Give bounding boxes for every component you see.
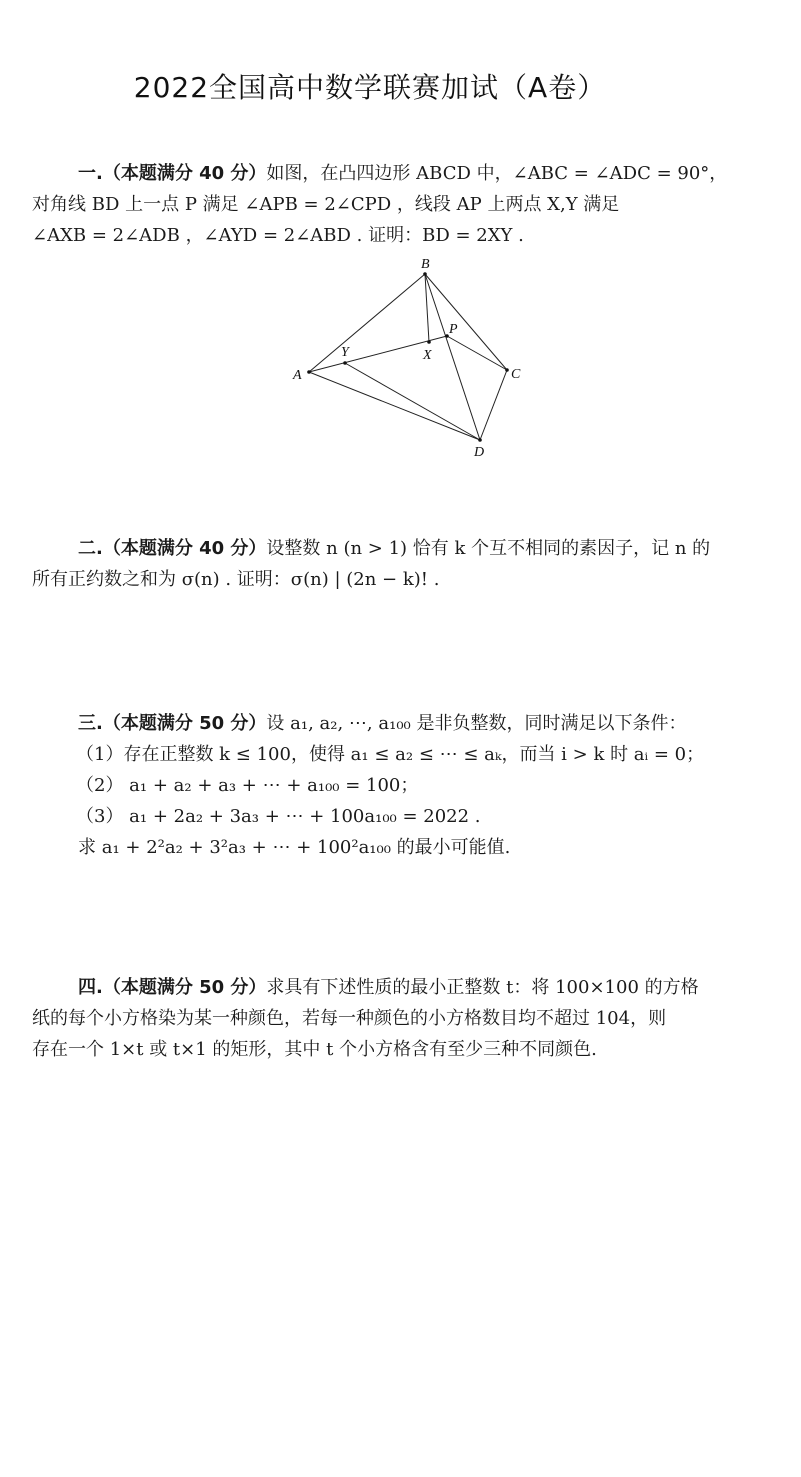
segment-YD [345,363,480,440]
label-B: B [421,257,430,272]
label-C: C [511,367,521,382]
problem-4-line-3: 存在一个 1×t 或 t×1 的矩形，其中 t 个小方格含有至少三种不同颜色. [32,1039,597,1060]
point-Y [343,361,347,365]
problem-1-line-1 [32,158,784,189]
problem-4 [32,972,784,1065]
problem-2-heading: 二.（本题满分 40 分） [78,538,267,559]
segment-BC [425,274,507,370]
problem-3-text-1: 设 a₁, a₂, ⋯, a₁₀₀ 是非负整数，同时满足以下条件： [266,713,687,734]
problem-3-condition-3: （3） a₁ + 2a₂ + 3a₃ + ⋯ + 100a₁₀₀ = 2022 . [76,806,481,827]
point-X [427,340,431,344]
problem-3-heading: 三.（本题满分 50 分） [78,713,267,734]
problem-1-line-2: 对角线 BD 上一点 P 满足 ∠APB = 2∠CPD ，线段 AP 上两点 X,Y 满足 [32,194,620,215]
problem-3-condition-2: （2） a₁ + a₂ + a₃ + ⋯ + a₁₀₀ = 100； [76,775,419,796]
label-P: P [449,322,458,337]
segment-AD [309,372,480,440]
label-X: X [423,348,432,363]
problem-1 [32,158,784,251]
problem-2-line-2: 所有正约数之和为 σ(n) . 证明：σ(n) | (2n − k)! . [32,569,440,590]
segment-CD [480,370,507,440]
problem-4-text-1: 求具有下述性质的最小正整数 t：将 100×100 的方格 [266,977,699,998]
problem-2-line-1 [32,533,784,564]
problem-1-heading: 一.（本题满分 40 分） [78,163,267,184]
label-Y: Y [341,345,349,360]
point-B [423,272,427,276]
page-title: 2022全国高中数学联赛加试（A卷） [133,71,607,104]
point-A [307,370,311,374]
segment-PC [447,336,507,370]
geometry-figure [285,250,535,465]
problem-2 [32,533,784,595]
label-D: D [474,445,485,460]
segment-BD [425,274,480,440]
point-C [505,368,509,372]
problem-3-question: 求 a₁ + 2²a₂ + 3²a₃ + ⋯ + 100²a₁₀₀ 的最小可能值. [78,837,511,858]
problem-1-line-3: ∠AXB = 2∠ADB ，∠AYD = 2∠ABD . 证明：BD = 2XY . [32,225,524,246]
point-D [478,438,482,442]
problem-4-line-1 [32,972,784,1003]
problem-1-text-1: 如图，在凸四边形 ABCD 中，∠ABC = ∠ADC = 90°， [266,163,728,184]
problem-3-line-1 [32,708,784,739]
problem-4-line-2: 纸的每个小方格染为某一种颜色，若每一种颜色的小方格数目均不超过 104，则 [32,1008,667,1029]
problem-2-text-1: 设整数 n (n > 1) 恰有 k 个互不相同的素因子，记 n 的 [266,538,711,559]
problem-4-heading: 四.（本题满分 50 分） [78,977,267,998]
problem-3 [32,708,784,863]
label-A: A [293,368,302,383]
quadrilateral-diagram [285,250,535,465]
problem-3-condition-1: （1）存在正整数 k ≤ 100，使得 a₁ ≤ a₂ ≤ ⋯ ≤ aₖ，而当 i > k 时 aᵢ = 0； [76,744,705,765]
